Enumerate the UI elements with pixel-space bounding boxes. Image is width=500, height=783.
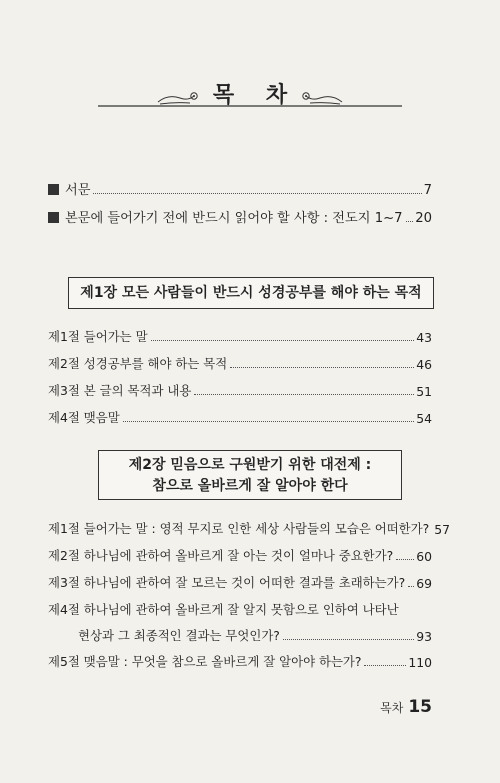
chapter1-section-4[interactable] bbox=[48, 406, 432, 426]
leader-dots bbox=[151, 339, 415, 341]
folio-label: 목차 bbox=[380, 701, 404, 715]
chapter2-section-4[interactable] bbox=[48, 598, 432, 618]
chapter1-heading: 제1장 모든 사람들이 반드시 성경공부를 해야 하는 목적 bbox=[80, 285, 422, 301]
section-page: 60 bbox=[416, 549, 432, 564]
entry-label: 본문에 들어가기 전에 반드시 읽어야 할 사항 : 전도지 1~7 bbox=[65, 211, 403, 226]
chapter2-heading-line1: 제2장 믿음으로 구원받기 위한 대전제 : bbox=[128, 457, 372, 473]
bullet-square-icon bbox=[48, 184, 59, 195]
section-page: 43 bbox=[416, 330, 432, 345]
leader-dots bbox=[230, 366, 414, 368]
toc-title-block bbox=[98, 72, 402, 112]
chapter1-heading-box bbox=[68, 277, 434, 309]
section-page: 57 bbox=[434, 522, 450, 537]
entry-page: 20 bbox=[415, 211, 432, 226]
chapter1-section-2[interactable] bbox=[48, 352, 432, 372]
chapter2-heading-box bbox=[98, 450, 402, 500]
section-label: 제1절 들어가는 말 : 영적 무지로 인한 세상 사람들의 모습은 어떠한가? bbox=[48, 521, 430, 536]
section-label: 제5절 맺음말 : 무엇을 참으로 올바르게 잘 알아야 하는가? bbox=[48, 654, 362, 669]
section-page: 51 bbox=[416, 384, 432, 399]
entry-page: 7 bbox=[423, 183, 432, 198]
section-label: 제4절 맺음말 bbox=[48, 410, 120, 425]
section-label: 제3절 본 글의 목적과 내용 bbox=[48, 383, 192, 398]
section-label: 제2절 성경공부를 해야 하는 목적 bbox=[48, 356, 228, 371]
section-page: 46 bbox=[416, 357, 432, 372]
folio-number: 15 bbox=[408, 697, 432, 717]
chapter2-heading-line2: 참으로 올바르게 잘 알아야 한다 bbox=[152, 478, 348, 494]
toc-entry-before-reading[interactable] bbox=[48, 206, 432, 226]
leader-dots bbox=[408, 585, 414, 587]
section-label: 제4절 하나님에 관하여 올바르게 잘 알지 못함으로 인하여 나타난 bbox=[48, 602, 399, 617]
leader-dots bbox=[123, 420, 415, 422]
page-folio bbox=[380, 697, 432, 717]
leader-dots bbox=[364, 664, 406, 666]
leader-dots bbox=[194, 393, 414, 395]
section-label: 제1절 들어가는 말 bbox=[48, 329, 148, 344]
leader-dots bbox=[396, 558, 414, 560]
chapter2-section-1[interactable] bbox=[48, 517, 450, 537]
section-page: 93 bbox=[416, 629, 432, 644]
section-page: 54 bbox=[416, 411, 432, 426]
section-page: 69 bbox=[416, 576, 432, 591]
toc-entry-preface[interactable] bbox=[48, 178, 432, 198]
section-page: 110 bbox=[408, 655, 432, 670]
bullet-square-icon bbox=[48, 212, 59, 223]
leader-dots bbox=[93, 192, 421, 194]
section-label-continued: 현상과 그 최종적인 결과는 무엇인가? bbox=[78, 628, 280, 643]
chapter2-section-3[interactable] bbox=[48, 571, 432, 591]
section-label: 제3절 하나님에 관하여 잘 모르는 것이 어떠한 결과를 초래하는가? bbox=[48, 575, 406, 590]
chapter1-section-3[interactable] bbox=[48, 379, 432, 399]
section-label: 제2절 하나님에 관하여 올바르게 잘 아는 것이 얼마나 중요한가? bbox=[48, 548, 394, 563]
chapter1-section-1[interactable] bbox=[48, 325, 432, 345]
leader-dots bbox=[283, 638, 414, 640]
entry-label: 서문 bbox=[65, 183, 91, 198]
chapter2-section-2[interactable] bbox=[48, 544, 432, 564]
chapter2-section-4-continued[interactable] bbox=[78, 624, 432, 644]
leader-dots bbox=[406, 220, 414, 222]
chapter2-section-5[interactable] bbox=[48, 650, 432, 670]
toc-title: 목 차 bbox=[212, 82, 300, 108]
